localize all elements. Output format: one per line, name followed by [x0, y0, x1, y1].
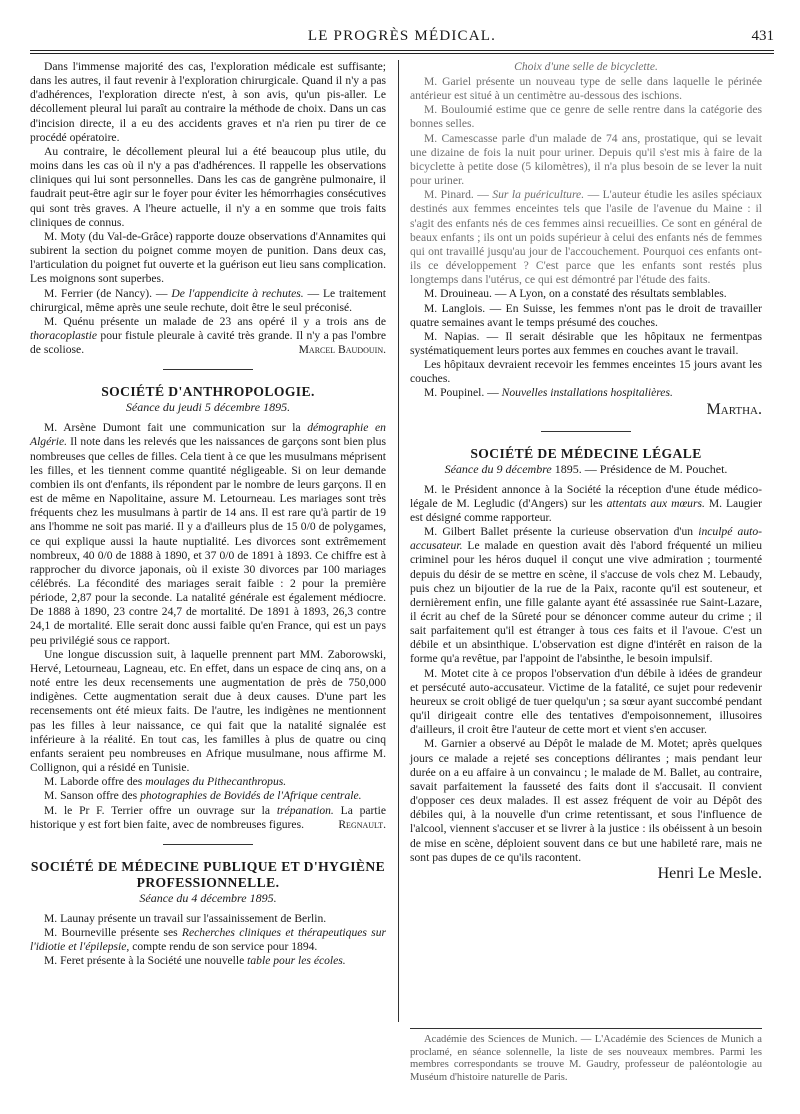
paragraph [30, 954, 386, 968]
paragraph: M. Moty (du Val-de-Grâce) rapporte douze observations d'Annamites qui subirent la section du poignet comme moyen de punition. Dans deux cas, l'articulation du poignet fut ouverte et la guérison eut lieu sans complication. Les moignons sont superbes. [30, 229, 386, 286]
speaker: M. Poupinel. — [424, 386, 499, 400]
paragraph: M. Camescasse parle d'un malade de 74 ans, prostatique, qui se levait une dizaine de fois la nuit pour uriner. Depuis qu'il s'est mis à faire de la bicyclette à petite dose (5 kilomètres), il n'a plus besoin de se lever la nuit pour uriner. [410, 131, 762, 188]
paragraph: M. Napias. — Il serait désirable que les hôpitaux ne fermentpas systématiquement leurs portes aux femmes en couches avant le travail. [410, 329, 762, 357]
paragraph [410, 188, 762, 287]
session-date [410, 462, 762, 477]
page-header [30, 28, 774, 50]
paragraph [30, 421, 386, 648]
heading-line: PROFESSIONNELLE. [136, 874, 280, 890]
paragraph: M. Garnier a observé au Dépôt le malade de M. Motet; après quelques jours ce malade a rejeté ses conceptions délirantes ; mais pendant leur durée on a eu affaire à un convaincu ; le malade de M. Ballet, au contraire, savait parfaitement la fausseté des faits dont il s'accusait. Il convient d'opposer ces deux malades. Il est assez fréquent de voir au Dépôt des débiles qui, à la nouvelle d'un crime retentissant, et sous l'influence de l'alcool, viennent s'accuser et se livrer à la justice : ils obéissent à un besoin de mise en scène, déploient souvent dans ce but une habileté rare, mais ne sont pas dupes de ce qu'ils racontent. [410, 737, 762, 864]
paragraph: Une longue discussion suit, à laquelle prennent part MM. Zaborowski, Hervé, Letourneau, Lagneau, etc. En effet, dans un espace de cinq ans, on a noté entre les deux recensements une augmentation de près de 750,000 indigènes. Cette augmentation serait due à deux causes. D'une part les recensements ont été mieux faits. De l'autre, les indigènes ne mentionnent pas les filles à leur naissance, ce qui fait que la natalité signalée est inférieure à la réalité. En tout cas, les familles à plus de quatre ou cinq enfants seraient peu nombreuses en Afrique musulmane, nous affirme M. Collignon, qui a résidé en Tunisie. [30, 647, 386, 775]
session-date: Séance du 4 décembre 1895. [139, 890, 277, 905]
session-date: Séance du jeudi 5 décembre 1895. [125, 400, 291, 415]
term: table pour les écoles. [247, 954, 346, 968]
term: Recherches cliniques et thérapeutiques sur l'idiotie et l'épilepsie, [30, 925, 387, 954]
term: démographie en Algérie. [30, 421, 386, 449]
paragraph-text: M. Sanson offre des [44, 789, 138, 803]
heading-line: SOCIÉTÉ DE MÉDECINE PUBLIQUE ET D'HYGIÈNE [30, 858, 386, 874]
paragraph: M. Ferrier (de Nancy). — De l'appendicite à rechutes. — Le traitement chirurgical, même après une seule rechute, doit être le seul préconisé. [30, 286, 386, 314]
paragraph: M. Gariel présente un nouveau type de selle dans laquelle le périnée antérieur est situé à un centimètre au-dessous des ischions. [410, 75, 762, 103]
term: attentats aux mœurs. [606, 496, 705, 510]
right-column [410, 60, 762, 883]
paragraph-text: M. Arsène Dumont fait une communication sur la [44, 421, 301, 435]
footer-notice [410, 1034, 762, 1084]
paragraph-text: M. Feret présente à la Société une nouvelle [44, 954, 245, 968]
paragraph-text: M. le Pr F. Terrier offre un ouvrage sur la [44, 803, 271, 817]
footer-rule [410, 1028, 762, 1029]
section-divider [163, 844, 253, 845]
speaker: M. Ferrier (de Nancy). [44, 286, 153, 300]
paragraph-text: — Le traitement chirurgical, même après une seule rechute, doit être le seul préconisé. [30, 286, 386, 314]
signature: Marcel Baudouin. [298, 343, 386, 357]
term: inculpé auto-accusateur. [410, 525, 762, 553]
paragraph-text: M. Laborde offre des [44, 775, 143, 789]
paragraph [30, 315, 386, 357]
subsection-heading: Choix d'une selle de bicyclette. [514, 60, 658, 73]
term: trépanation. [276, 803, 334, 817]
column-divider [398, 60, 399, 1022]
paragraph: Les hôpitaux devraient recevoir les femmes enceintes 15 jours avant les couches. [410, 358, 762, 386]
paragraph [30, 804, 386, 832]
session-presidency: 1895. — Présidence de M. Pouchet. [554, 461, 728, 476]
paragraph: Au contraire, le décollement pleural lui a été beaucoup plus utile, du moins dans les cas où il n'y a pas d'adhérences. Il rappelle les observations cliniques qui lui sont personnelles. Dans les cas de gangrène pulmonaire, il faudrait peut-être agir sur le foyer pour éviter les hémorrhagies consécutives qui sont très graves. A l'heure actuelle, il n'y a en somme que trois faits cliniques de connus. [30, 144, 386, 229]
term: thoracoplastie [30, 328, 97, 342]
paper-title: De l'appendicite à rechutes. [171, 286, 304, 300]
paragraph [410, 386, 762, 400]
paragraph-text: M. le Président annonce à la Société la réception d'une étude médico-légale de M. Legludic (d'Angers) sur les [410, 482, 762, 510]
section-heading-anthropologie: SOCIÉTÉ D'ANTHROPOLOGIE. [101, 384, 315, 400]
section-divider [541, 431, 631, 432]
paragraph: M. Drouineau. — A Lyon, on a constaté des résultats semblables. [424, 287, 727, 301]
section-divider [163, 369, 253, 370]
term: Sur la puériculture. [492, 188, 585, 202]
paragraph: M. Langlois. — En Suisse, les femmes n'ont pas le droit de travailler quatre semaines avant le temps présumé des couches. [410, 301, 762, 329]
term: moulages du Pithecanthropus. [145, 775, 287, 789]
paragraph-text: compte rendu de son service pour 1894. [132, 940, 318, 954]
term: photographies de Bovidés de l'Afrique centrale. [140, 789, 362, 803]
journal-title: LE PROGRÈS MÉDICAL. [307, 28, 497, 44]
paragraph-text: pour fistule pleurale à cavité très grande. Il n'y a pas l'ombre de scoliose. [30, 328, 386, 357]
paragraph [30, 775, 386, 789]
paragraph-text: M. Bourneville présente ses [44, 925, 178, 939]
speaker: M. Pinard. — [424, 188, 489, 202]
paragraph [410, 525, 762, 667]
paragraph [30, 926, 386, 954]
paragraph-text: M. Quénu présente un malade de 23 ans opéré il y a trois ans de [44, 314, 386, 328]
paragraph-text: La partie historique y est fort bien faite, avec de nombreuses figures. [30, 803, 386, 831]
signature: Martha. [706, 400, 762, 418]
section-heading-medecine-legale: SOCIÉTÉ DE MÉDECINE LÉGALE [470, 445, 702, 461]
left-column [30, 60, 386, 968]
session-date-italic: Séance du 9 décembre [444, 461, 552, 476]
term: Nouvelles installations hospitalières. [501, 386, 673, 400]
paragraph-text: — L'auteur étudie les asiles spéciaux destinés aux femmes enceintes tels que l'asile de l'avenue du Maine : il s'agit des enfants nés de ces femmes ainsi recueillies. Ce sont en général de beaux enfants ; ils ont un poids supérieur à celui des enfants nés de femmes qui ont travaillé jusqu'au jour de l'accouchement. Pourquoi ces enfants ont-ils ce développement ? C'est parce que les enfants sont restés plus longtemps dans l'utérus, ce qui est démontré par l'étude des faits. [410, 188, 763, 287]
paragraph-text: M. Gilbert Ballet présente la curieuse observation d'un [424, 525, 694, 539]
signature: Henri Le Mesle. [657, 864, 762, 882]
signature: Regnault. [338, 817, 386, 831]
paragraph-text: Il note dans les relevés que les naissances de garçons sont bien plus nombreuses que celles de filles. Cela tient à ce que les musulmans méprisent les filles, et les tiennent comme quantité négligeable. Si on leur demande combien ils ont d'enfants, ils répondent par le nombre de leurs garçons. Il en est de même en Napolitaine, assure M. Letourneau. Les mariages sont très fréquents chez les musulmans à partir de 14 ans. Il est rare qu'à partir de 19 ans l'homme ne soit pas marié. Il y a d'ailleurs plus de 15 0/0 de polygames, ce qui explique aussi la haute nuptialité. Les divorces sont extrêmement nombreux, 40 0/0 de 1888 à 1890, et 37 0/0 de 1891 à 1893. Ce chiffre est à rapprocher du divorce japonais, où il existe 30 divorces par 100 mariages célébrés. La fécondité des mariages serait faible : 2 pour la première période, 2,87 pour la seconde. La natalité générale est également médiocre. De 1888 à 1890, 23 contre 24,7 de mortalité. De 1891 à 1893, 26,3 contre 24,1 de mortalité. Elle serait donc aussi faible qu'en France, qui est un pays peu privilégié sous ce rapport. [30, 435, 386, 647]
paragraph-text: Le malade en question avait dès l'abord fréquenté un milieu criminel pour les héros duquel il conçut une vive admiration ; tourmenté depuis du désir de se mettre en scène, il s'accuse de vols chez M. Lebaudy, puis chez un bijoutier de la rue de la Paix, raconte qu'il est souteneur, et dernièrement enfin, une fille galante ayant été assassinée rue Saint-Lazare, il écrit au chef de la Sûreté pour se dénoncer comme auteur du crime ; il sait parfaitement qu'il est étranger à tous ces faits et il l'avoue. C'est un débile et un absinthique. L'observation est digne d'intérêt en raison de la forme qu'a revêtue, par l'appoint de l'absinthe, le besoin impulsif. [410, 539, 762, 666]
paragraph: M. Launay présente un travail sur l'assainissement de Berlin. [44, 911, 327, 925]
paragraph: Académie des Sciences de Munich. — L'Académie des Sciences de Munich a proclamé, en séance solennelle, la liste de ses nouveaux membres. Parmi les membres correspondants se trouve M. Gaudry, professeur de paléontologie au Muséum d'histoire naturelle de Paris. [410, 1034, 762, 1083]
header-rule [30, 50, 774, 54]
paragraph-text: M. Laugier est désigné comme rapporteur. [410, 496, 762, 524]
page-number: 431 [751, 28, 774, 44]
paragraph: Dans l'immense majorité des cas, l'exploration médicale est suffisante; dans les autres, il faut revenir à l'exploration chirurgicale. Quand il n'y a pas d'adhérences, l'exploration directe n'est, à son avis, qu'un pis-aller. Le décollement pleural lui paraît au contraire la méthode de choix. Dans un cas d'incision directe, il a eu des accidents graves et n'a rien pu tirer de ce procédé opératoire. [30, 60, 386, 144]
section-heading-hygiene [30, 859, 386, 891]
paragraph [410, 483, 762, 525]
paragraph [30, 789, 386, 803]
paragraph: M. Motet cite à ce propos l'observation d'un débile à idées de grandeur et persécuté auto-accusateur. Victime de la fatalité, ce sujet pour redevenir heureux se croit obligé de tuer quelqu'un ; sa sœur ayant succombé pendant qu'il dirigeait contre elle des tentatives d'empoisonnement, illusoires d'ailleurs, il croit être l'auteur de cette mort et vient s'en accuser. [410, 666, 762, 737]
paragraph: M. Bouloumié estime que ce genre de selle rentre dans la catégorie des bonnes selles. [410, 103, 762, 131]
